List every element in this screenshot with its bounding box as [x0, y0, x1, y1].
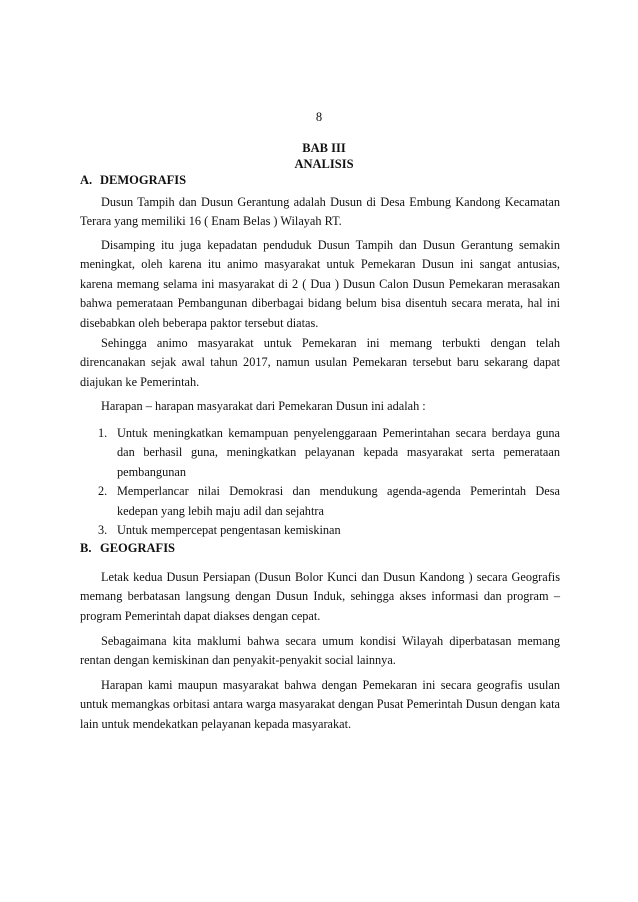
paragraph: Letak kedua Dusun Persiapan (Dusun Bolor Kunci dan Dusun Kandong ) secara Geografis memang berbatasan langsung dengan Dusun Induk, sehingga akses informasi dan program – program Pemerintah dapat diakses dengan cepat. [80, 570, 560, 623]
section-heading-demografis [80, 173, 186, 188]
paragraph: Dusun Tampih dan Dusun Gerantung adalah Dusun di Desa Embung Kandong Kecamatan Terara yang memiliki 16 ( Enam Belas ) Wilayah RT. [80, 195, 560, 229]
section-letter: A. [80, 173, 93, 187]
list-text: Untuk meningkatkan kemampuan penyelenggaraan Pemerintahan secara berdaya guna dan berhasil guna, meningkatkan pelayanan kepada masyarakat serta pemerataan pembangunan [117, 426, 560, 479]
list-item [80, 482, 560, 521]
paragraph: Sehingga animo masyarakat untuk Pemekaran ini memang terbukti dengan telah direncanakan sejak awal tahun 2017, namun usulan Pemekaran tersebut baru sekarang dapat diajukan ke Pemerintah. [80, 336, 560, 389]
list-number: 1. [98, 426, 108, 440]
expectations-list [80, 424, 560, 540]
paragraph: Harapan kami maupun masyarakat bahwa dengan Pemekaran ini secara geografis usulan untuk memangkas orbitasi antara warga masyarakat dengan Pusat Pemerintah Dusun dengan kata lain untuk mendekatkan pelayanan kepada masyarakat. [80, 678, 560, 731]
section-title: GEOGRAFIS [100, 541, 176, 555]
list-item [80, 424, 560, 482]
section-heading-geografis [80, 541, 175, 556]
paragraph: Disamping itu juga kepadatan penduduk Dusun Tampih dan Dusun Gerantung semakin meningkat, oleh karena itu animo masyarakat untuk Pemekaran Dusun ini sangat antusias, karena memang selama ini masyarakat di 2 ( Dua ) Dusun Calon Dusun Pemekaran merasakan bahwa pemerataan Pembangunan diberbagai bidang belum bisa disentuh secara merata, hal ini disebabkan oleh beberapa paktor tersebut diatas. [80, 238, 560, 330]
chapter-label: BAB III [302, 141, 346, 155]
section-letter: B. [80, 541, 92, 555]
list-text: Memperlancar nilai Demokrasi dan mendukung agenda-agenda Pemerintah Desa kedepan yang lebih maju adil dan sejahtra [117, 484, 560, 518]
list-item [80, 521, 560, 540]
paragraph: Sebagaimana kita maklumi bahwa secara umum kondisi Wilayah diperbatasan memang rentan dengan kemiskinan dan penyakit-penyakit social lainnya. [80, 634, 560, 668]
chapter-title: ANALISIS [294, 157, 354, 171]
list-number: 3. [98, 523, 108, 538]
page-number: 8 [315, 110, 323, 124]
list-number: 2. [98, 484, 108, 499]
list-text: Untuk mempercepat pengentasan kemiskinan [117, 523, 341, 538]
section-title: DEMOGRAFIS [100, 173, 187, 187]
paragraph: Harapan – harapan masyarakat dari Pemekaran Dusun ini adalah : [101, 399, 426, 413]
